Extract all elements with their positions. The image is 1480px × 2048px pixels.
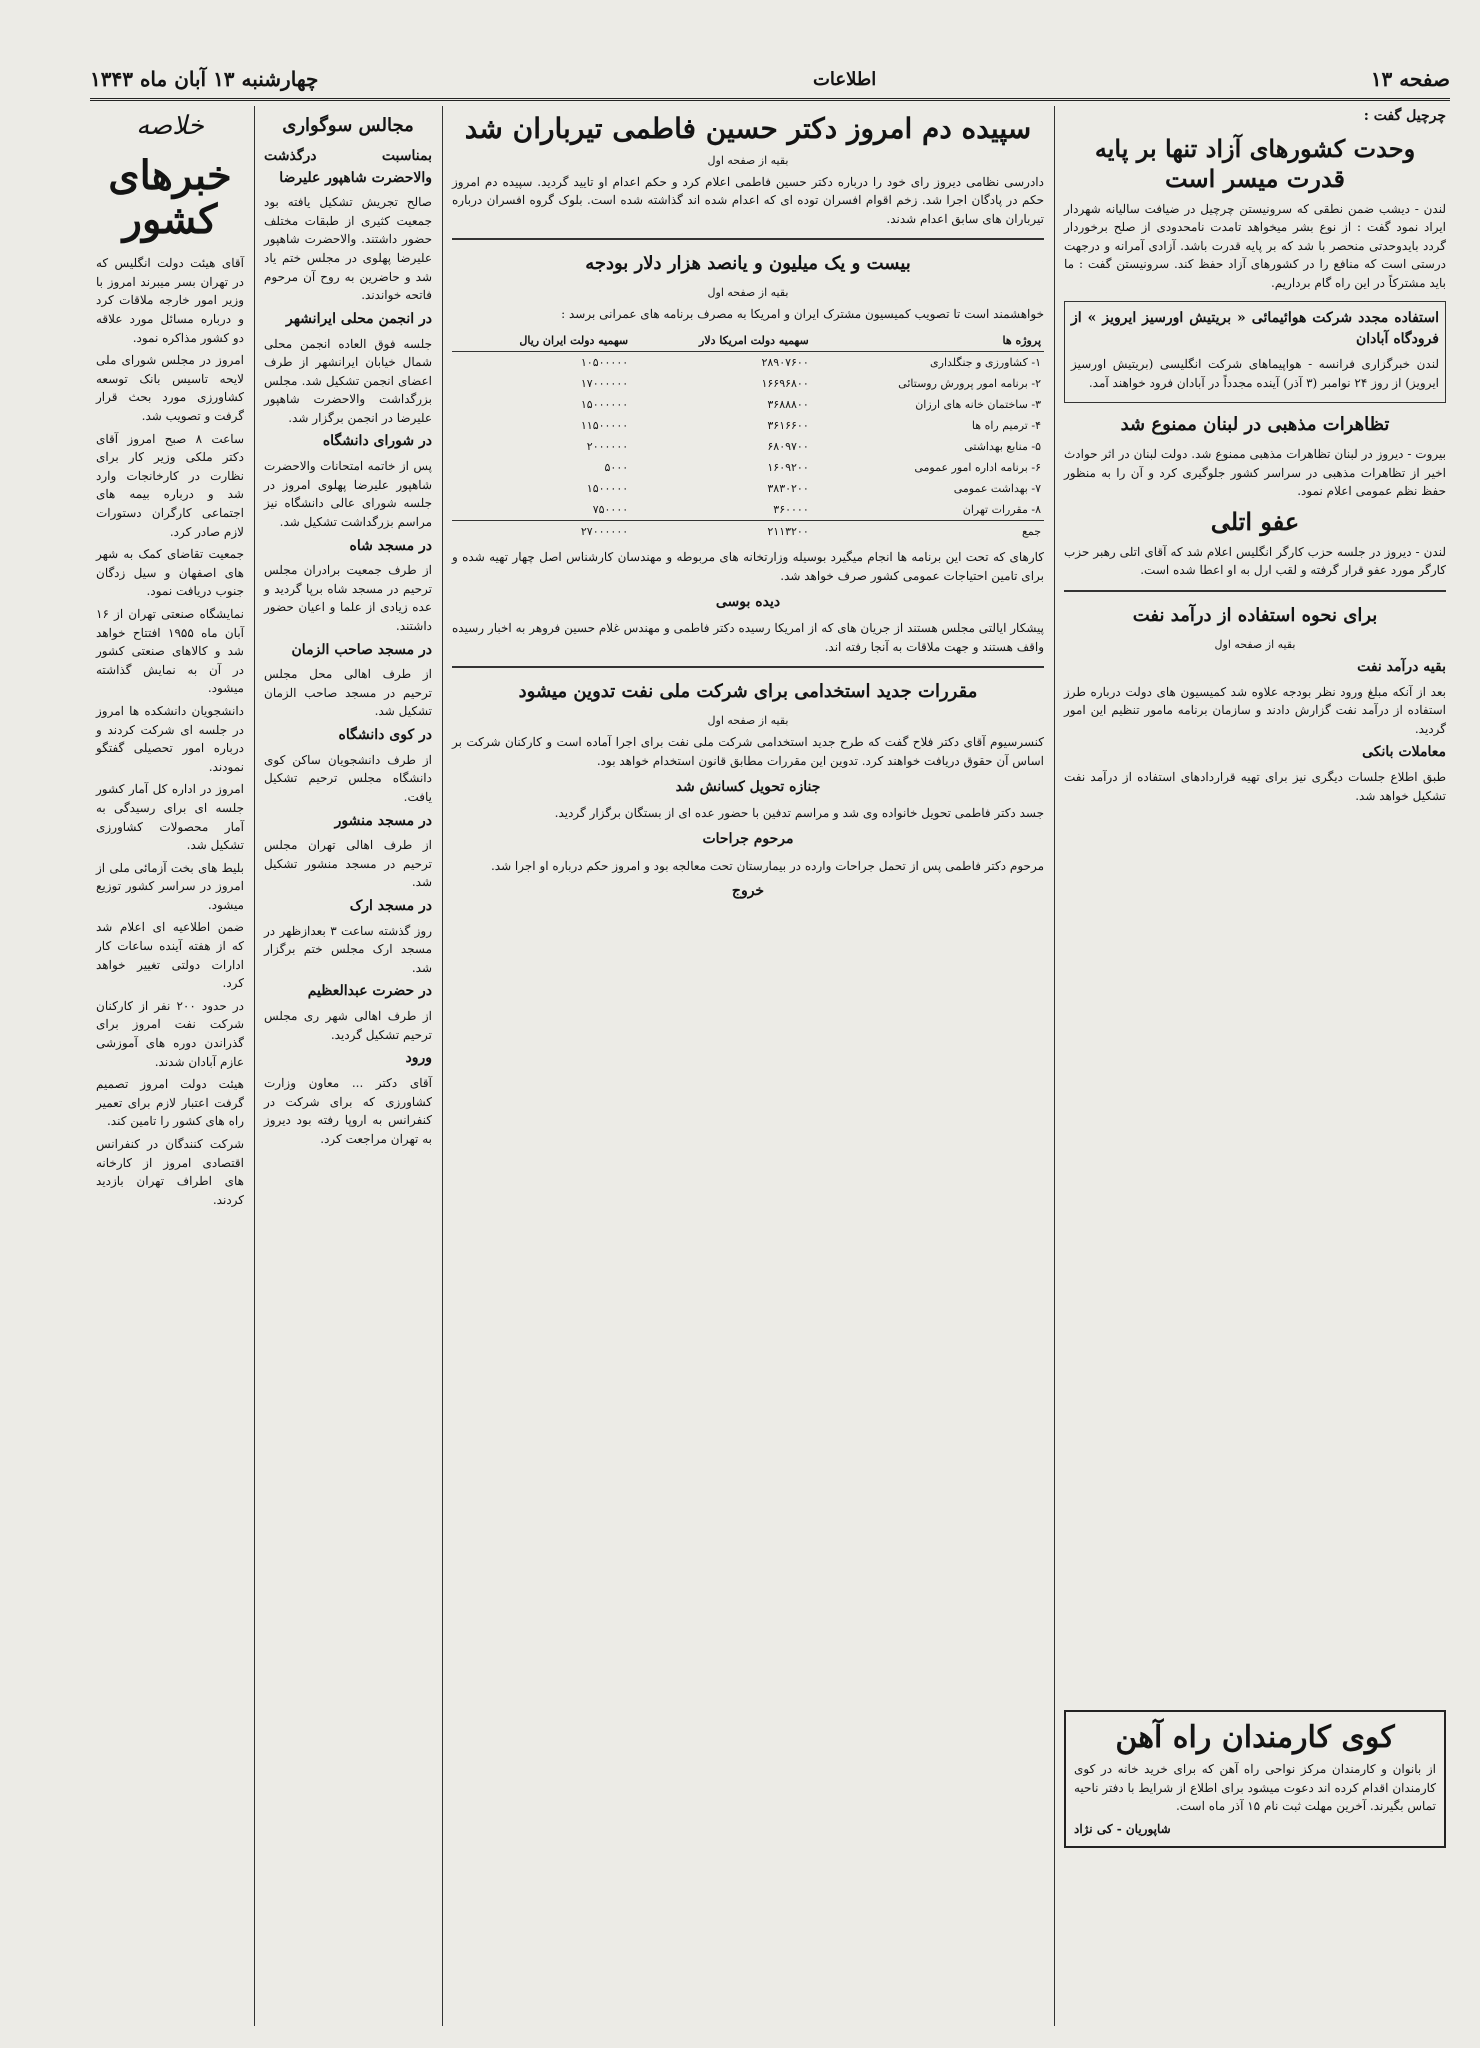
mourning-sub4: در مسجد شاه [349,537,432,554]
bank-body: طبق اطلاع جلسات دیگری نیز برای تهیه قراردادهای استفاده از درآمد نفت تشکیل خواهد شد. [1064,770,1446,803]
funeral-body: جسد دکتر فاطمی تحویل خانواده وی شد و مراسم تدفین با حضور عده ای از بستگان برگزار گردید. [554,806,1044,821]
table-cell: ۳- ساختمان خانه های ارزان [915,398,1041,412]
table-cell: جمع [1021,525,1041,539]
mourning-body4: از طرف جمعیت برادران مجلس ترحیم در مسجد شاه برپا گردید و عده زیادی از علما و اعیان حضور داشتند. [264,563,432,634]
table-cell: ۴- ترمیم راه ها [971,419,1041,433]
airline-headline: استفاده مجدد شرکت هوائیمائی « بریتیش اورسیز ایرویز » از فرودگاه آبادان [1071,309,1439,348]
mourning-body8: روز گذشته ساعت ۳ بعدازظهر در مسجد ارک مجلس ختم برگزار شد. [264,923,433,975]
bank-subhead: معاملات بانکی [1362,744,1446,761]
issue-date: چهارشنبه ۱۳ آبان ماه ۱۳۴۳ [90,67,319,91]
table-row [452,499,1044,521]
railway-ad-body: از بانوان و کارمندان مرکز نواحی راه آهن که برای خرید خانه در کوی کارمندان اقدام کرده اند دعوت میشود برای اطلاع از شرایط با دفتر ناحیه تماس بگیرند. آخرین مهلت ثبت نام ۱۵ آذر ماه است. [1074,1762,1436,1814]
oil-body: بعد از آنکه مبلغ ورود نظر بودجه علاوه شد کمیسیون های دولت درباره طرز استفاده از درآمد نفت گزارش دادند و سازمان برنامه مامور تنظیم این امور گردید. [1064,684,1446,736]
summary-item: نمایشگاه صنعتی تهران از ۱۶ آبان ماه ۱۹۵۵ افتتاح خواهد شد و کالاهای صنعتی کشور در آن به نمایش گذاشته میشود. [96,606,244,696]
exit-subhead: خروج [731,883,765,900]
table-cell: ۳۸۳۰۲۰۰ [767,482,809,496]
rules-headline: مقررات جدید استخدامی برای شرکت ملی نفت تدوین میشود [518,681,978,703]
table-cell: ۱۵۰۰۰۰۰ [586,482,629,496]
summary-item: امروز در مجلس شورای ملی لایحه تاسیس بانک توسعه کشاورزی مورد بحث قرار گرفت و تصویب شد. [96,353,244,424]
column-rule [254,106,255,2026]
divider [1064,590,1446,592]
budget-header: پروژه ها [812,330,1044,352]
churchill-headline: وحدت کشورهای آزاد تنها بر پایه قدرت میسر است [1094,133,1416,193]
table-row [452,415,1044,436]
oil-headline: برای نحوه استفاده از درآمد نفت [1132,605,1378,627]
table-total-row [452,521,1044,543]
airline-box [1064,301,1446,404]
table-cell: ۱۶۰۹۲۰۰ [767,461,809,475]
budget-body: کارهای که تحت این برنامه ها انجام میگیرد بوسیله وزارتخانه های مربوطه و مهندسان کارشناس اصل چهار تهیه شده و برای تامین احتیاجات عمومی کشور صرف خواهد شد. [452,550,1044,584]
railway-ad-signature: شاپوریان - کی نژاد [1074,1821,1171,1836]
table-row [452,373,1044,394]
summary-item: امروز در اداره کل آمار کشور جلسه ای برای رسیدگی به آمار محصولات کشاورزی تشکیل شد. [96,782,244,853]
table-cell: ۵- منابع بهداشتی [964,440,1041,454]
table-cell: ۳۶۱۶۶۰۰ [767,419,809,433]
churchill-body: لندن - دیشب ضمن نطقی که سرونیستن چرچیل در ضیافت سالیانه شهردار ایراد نمود گفت : از نوع بشر میخواهد تامدت نامحدودی از صلح برخوردار گردد بایدوحدتی منحصر با شد که بر پایه قدرت باشد. آزادی آمرانه و درجهت درستی است که منافع را در کشورهای آزاد حفظ کند. سرونیستن گفت : ما باید مشترکاً در این راه گام برداریم. [1064,201,1446,291]
table-cell: ۶- برنامه اداره امور عمومی [914,461,1041,475]
railway-ad-title: کوی کارمندان راه آهن [1115,1720,1395,1755]
table-cell: ۱- کشاورزی و جنگلداری [930,356,1041,369]
table-cell: ۱۶۶۹۶۸۰۰ [761,377,809,391]
budget-header: سهمیه دولت امریکا دلار [631,330,812,352]
mourning-sub2: در انجمن محلی ایرانشهر [286,310,432,327]
table-cell: ۵۰۰۰ [604,461,629,475]
table-cell: ۲۱۱۳۲۰۰ [767,525,809,539]
summary-item: بلیط های بخت آزمائی ملی از امروز در سراسر کشور توزیع میشود. [96,860,244,912]
table-cell: ۲۷۰۰۰۰۰۰ [580,525,629,539]
table-cell: ۲۸۹۰۷۶۰۰ [761,356,809,369]
railway-ad [1064,1710,1446,1848]
paper-name: اطلاعات [812,68,877,90]
summary-item: جمعیت تقاضای کمک به شهر های اصفهان و سیل زدگان جنوب دریافت نمود. [96,547,244,599]
news-subhead: دیده بوسی [715,593,781,610]
summary-title: خلاصه [136,111,204,141]
mourning-body3: پس از خاتمه امتحانات والاحضرت شاهپور علیرضا پهلوی امروز در جلسه شورای عالی دانشگاه نیز مراسم بزرگداشت تشکیل شد. [264,459,432,529]
mourning-sub9: در حضرت عبدالعظیم [307,983,432,1000]
fatemi-headline: سپیده دم امروز دکتر حسین فاطمی تیرباران شد [464,112,1032,145]
table-cell: ۲- برنامه امور پرورش روستائی [898,377,1041,391]
table-row [452,394,1044,415]
table-cell: ۱۱۵۰۰۰۰۰ [580,419,629,433]
table-cell: ۷- بهداشت عمومی [953,482,1041,496]
summary-item: دانشجویان دانشکده ها امروز در جلسه ای شرکت کردند و درباره امور تحصیلی گفتگو نمودند. [96,703,244,774]
rules-body: کنسرسیوم آقای دکتر فلاح گفت که طرح جدید استخدامی شرکت ملی نفت برای اجرا آماده است و کارکنان شرکت بر اساس آن حقوق دریافت خواهند کرد. تدوین این مقررات مطابق قانون استخدام خواهد بود. [452,735,1044,769]
summary-item: هیئت دولت امروز تصمیم گرفت اعتبار لازم برای تعمیر راه های کشور را تامین کند. [96,1077,244,1129]
oil-continued: بقیه از صفحه اول [1214,637,1296,651]
table-cell: ۲۰۰۰۰۰۰ [586,440,629,454]
table-cell: ۷۵۰۰۰۰ [592,503,629,517]
mourning-body5: از طرف اهالی محل مجلس ترحیم در مسجد صاحب الزمان تشکیل شد. [264,667,432,719]
divider [452,238,1044,240]
mourning-sub7: در مسجد منشور [334,812,432,829]
attlee-headline: عفو اتلی [1210,506,1300,536]
table-cell: ۱۷۰۰۰۰۰۰ [580,377,629,391]
budget-table [452,330,1044,542]
table-cell: ۱۰۵۰۰۰۰۰ [580,356,629,369]
column-center [446,106,1050,2026]
mourning-sub1: بمناسبت درگذشت والاحضرت شاهپور علیرضا [264,147,432,186]
mourning-body1: صالح تجریش تشکیل یافته بود جمعیت کثیری از طبقات مختلف حضور داشتند. والاحضرت شاهپور علیرضا پهلوی در مجلس ختم یاد شد و حاضرین به روح آن مرحوم فاتحه خواندند. [264,195,432,303]
summary-item: در حدود ۲۰۰ نفر از کارکنان شرکت نفت امروز برای گذراندن دوره های آموزشی عازم آبادان شدند. [96,998,245,1069]
column-rule [442,106,443,2026]
budget-intro: خواهشمند است تا تصویب کمیسیون مشترک ایران و امریکا به مصرف برنامه های عمرانی برسد : [561,307,1044,322]
summary-item: ساعت ۸ صبح امروز آقای دکتر ملکی وزیر کار برای نظارت در کارخانجات وارد شد و درباره بیمه های اجتماعی کارگران دستورات لازم صادر کرد. [96,431,245,539]
table-cell: ۳۶۰۰۰۰ [773,503,809,517]
column-left [258,106,438,2026]
lebanon-headline: تظاهرات مذهبی در لبنان ممنوع شد [1120,414,1390,436]
mourning-body: مرحوم دکتر فاطمی پس از تحمل جراحات وارده در بیمارستان تحت معالجه بود و امروز حکم درباره او اجرا شد. [490,858,1044,873]
funeral-subhead: جنازه تحویل کسانش شد [675,778,821,795]
news-body: پیشکار ایالتی مجلس هستند از جریان های که از امریکا رسیده دکتر فاطمی و مهندس غلام حسین فروهر به اخبار رسیده واقف هستند و جهت ملاقات به آنجا رفته اند. [452,621,1044,654]
fatemi-body: دادرسی نظامی دیروز رای خود را درباره دکتر حسین فاطمی اعلام کرد و حکم اعدام او تایید گردید. سپیده دم امروز حکم در پادگان اجرا شد. زخم اقوام افسران توده ای که اعدام شده اند گذاشته شده است. بلوک گروه افسران درباره تیرباران های سابق اعدام شدند. [452,174,1044,226]
mourning-body9: از طرف اهالی شهر ری مجلس ترحیم تشکیل گردید. [264,1009,432,1042]
arrival-subhead: ورود [405,1050,432,1067]
airline-body: لندن خبرگزاری فرانسه - هواپیماهای شرکت انگلیسی (بریتیش اورسیز ایرویز) از روز ۲۴ نوامبر (۳ آذر) آینده مجدداً در آبادان فرود خواهند آمد. [1071,357,1439,390]
summary-item: شرکت کنندگان در کنفرانس اقتصادی امروز از کارخانه های اطراف تهران بازدید کردند. [96,1137,244,1207]
summary-item: ضمن اطلاعیه ای اعلام شد که از هفته آینده ساعات کار ادارات دولتی تغییر خواهد کرد. [96,920,244,991]
budget-continued: بقیه از صفحه اول [707,286,789,300]
page-number: صفحه ۱۳ [1370,67,1450,91]
mourning-subhead: مرحوم جراحات [702,830,794,847]
mourning-body2: جلسه فوق العاده انجمن محلی شمال خیابان ایرانشهر از طرف اعضای انجمن تشکیل شد. مجلس بزرگداشت والاحضرت شاهپور علیرضا در انجمن برگزار شد. [264,336,432,425]
table-cell: ۸- مقررات تهران [962,503,1041,517]
attlee-body: لندن - دیروز در جلسه حزب کارگر انگلیس اعلام شد که آقای اتلی رهبر حزب کارگر مورد عفو قرار گرفته و لقب ارل به او اعطا شده است. [1064,544,1446,578]
mourning-body6: از طرف دانشجویان ساکن کوی دانشگاه مجلس ترحیم تشکیل یافت. [264,752,432,804]
churchill-kicker: چرچیل گفت : [1363,108,1446,124]
table-row [452,352,1044,374]
mourning-sub8: در مسجد ارک [349,898,432,915]
table-row [452,478,1044,499]
column-far-left [90,106,250,2026]
railway-ad-column [1058,1700,1452,2020]
mourning-headline: مجالس سوگواری [282,115,414,136]
table-cell: ۱۵۰۰۰۰۰۰ [580,398,629,412]
masthead [90,60,1450,101]
mourning-sub3: در شورای دانشگاه [322,433,432,450]
table-cell: ۳۶۸۸۸۰۰ [767,398,809,412]
summary-headline: خبرهای کشور [108,152,232,244]
table-cell: ۶۸۰۹۷۰۰ [767,440,809,454]
table-row [452,457,1044,478]
rules-continued: بقیه از صفحه اول [707,714,789,728]
budget-headline: بیست و یک میلیون و یانصد هزار دلار بودجه [585,253,911,275]
column-rule [1054,106,1055,2026]
fatemi-continued: بقیه از صفحه اول [707,153,789,167]
arrival-body: آقای دکتر ... معاون وزارت کشاورزی که برای شرکت در کنفرانس به اروپا رفته بود دیروز به تهران مراجعت کرد. [264,1076,432,1146]
mourning-body7: از طرف اهالی تهران مجلس ترحیم در مسجد منشور تشکیل شد. [264,838,432,890]
mourning-sub5: در مسجد صاحب الزمان [291,641,432,658]
divider [452,666,1044,668]
budget-header: سهمیه دولت ایران ریال [452,330,631,352]
summary-item: آقای هیئت دولت انگلیس که در تهران بسر میبرند امروز با وزیر امور خارجه ملاقات کرد و درباره مسائل مورد علاقه دو کشور مذاکره نمود. [96,256,244,345]
lebanon-body: بیروت - دیروز در لبنان تظاهرات مذهبی ممنوع شد. دولت لبنان در اثر حوادث اخیر از تظاهرات مذهبی در سراسر کشور جلوگیری کرد و آن را به منظور حفظ نظم عمومی اعلام نمود. [1064,447,1446,499]
table-row [452,436,1044,457]
mourning-sub6: در کوی دانشگاه [338,727,432,744]
oil-subhead: بقیه درآمد نفت [1357,659,1446,676]
